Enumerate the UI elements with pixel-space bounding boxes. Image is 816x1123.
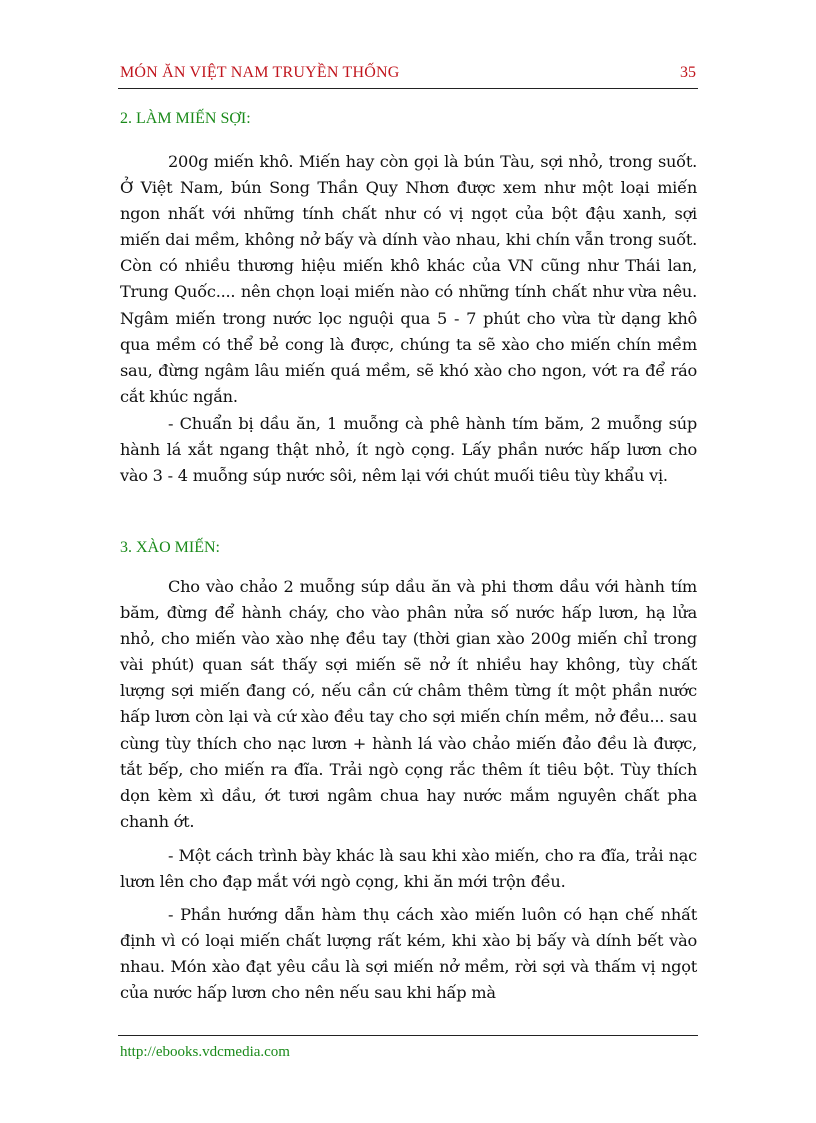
paragraph: - Phần hướng dẫn hàm thụ cách xào miến luôn có hạn chế nhất định vì có loại miến chất lượng rất kém, khi xào bị bấy và dính bết vào nhau. Món xào đạt yêu cầu là sợi miến nở mềm, rời sợi và thấm vị ngọt của nước hấp lươn cho nên nếu sau khi hấp mà — [120, 905, 697, 1003]
footer-divider — [118, 1035, 698, 1036]
section-heading-noodles: 2. LÀM MIẾN SỢI: — [120, 110, 251, 127]
page-number: 35 — [680, 64, 696, 81]
paragraph: - Một cách trình bày khác là sau khi xào miến, cho ra đĩa, trải nạc lươn lên cho đạp mắt với ngò cọng, khi ăn mới trộn đều. — [120, 846, 697, 892]
book-title: MÓN ĂN VIỆT NAM TRUYỀN THỐNG — [120, 64, 400, 81]
paragraph: Cho vào chảo 2 muỗng súp dầu ăn và phi thơm dầu với hành tím băm, đừng để hành cháy, cho vào phân nửa số nước hấp lươn, hạ lửa nhỏ, cho miến vào xào nhẹ đều tay (thời gian xào 200g miến chỉ trong vài phút) quan sát thấy sợi miến sẽ nở ít nhiều hay không, tùy chất lượng sợi miến đang có, nếu cần cứ châm thêm từng ít một phần nước hấp lươn còn lại và cứ xào đều tay cho sợi miến chín mềm, nở đều... sau cùng tùy thích cho nạc lươn + hành lá vào chảo miến đảo đều là được, tắt bếp, cho miến ra đĩa. Trải ngò cọng rắc thêm ít tiêu bột. Tùy thích dọn kèm xì dầu, ớt tươi ngâm chua hay nước mắm nguyên chất pha chanh ớt. — [120, 577, 697, 831]
paragraph: 200g miến khô. Miến hay còn gọi là bún Tàu, sợi nhỏ, trong suốt. Ở Việt Nam, bún Song Thần Quy Nhơn được xem như một loại miến ngon nhất với những tính chất như có vị ngọt của bột đậu xanh, sợi miến dai mềm, không nở bấy và dính vào nhau, khi chín vẫn trong suốt. Còn có nhiều thương hiệu miến khô khác của VN cũng như Thái lan, Trung Quốc.... nên chọn loại miến nào có những tính chất như vừa nêu. Ngâm miến trong nước lọc nguội qua 5 - 7 phút cho vừa từ dạng khô qua mềm có thể bẻ cong là được, chúng ta sẽ xào cho miến chín mềm sau, đừng ngâm lâu miến quá mềm, sẽ khó xào cho ngon, vớt ra để ráo cắt khúc ngắn. — [120, 152, 697, 406]
section-heading-stirfry: 3. XÀO MIẾN: — [120, 539, 220, 556]
page-header — [118, 62, 698, 89]
paragraph: - Chuẩn bị dầu ăn, 1 muỗng cà phê hành tím băm, 2 muỗng súp hành lá xắt ngang thật nhỏ, ít ngò cọng. Lấy phần nước hấp lươn cho vào 3 - 4 muỗng súp nước sôi, nêm lại với chút muối tiêu tùy khẩu vị. — [120, 414, 697, 486]
footer-link[interactable]: http://ebooks.vdcmedia.com — [120, 1044, 290, 1060]
